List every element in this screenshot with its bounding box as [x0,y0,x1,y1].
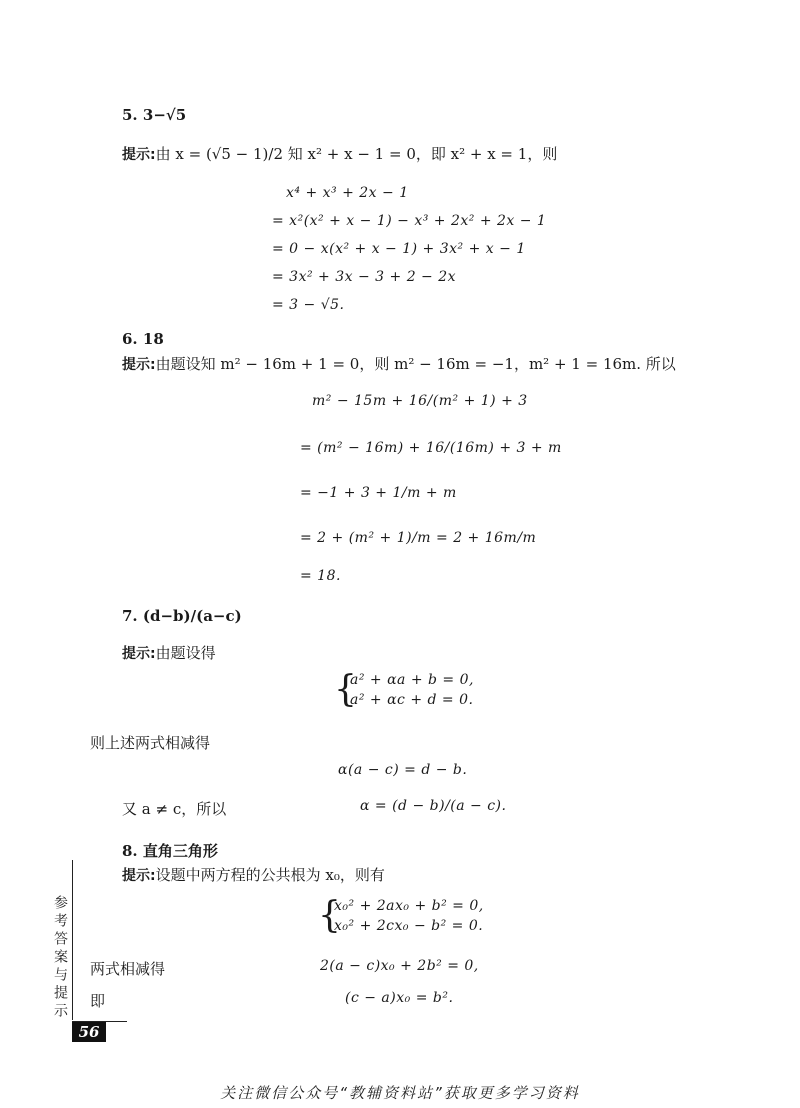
system-7 [334,669,474,710]
step-6-4: = 18. [300,568,341,584]
system-7-eq1: a² + αa + b = 0, [350,672,474,688]
hint-label: 提示: [122,868,156,884]
hint-5-text: 由 x = (√5 − 1)/2 知 x² + x − 1 = 0，即 x² + x = 1，则 [155,145,558,163]
system-8-eq1: x₀² + 2ax₀ + b² = 0, [334,898,484,914]
diff-eq-7: α(a − c) = d − b. [338,762,468,778]
answer-7: 7. (d−b)/(a−c) [122,607,242,625]
hint-5 [122,143,557,164]
step-5-4: = 3 − √5. [272,297,345,313]
system-7-eq2: a² + αc + d = 0. [350,692,474,708]
answer-8: 8. 直角三角形 [122,842,218,860]
step-6-0: m² − 15m + 16/(m² + 1) + 3 [312,393,528,409]
system-8-eq2: x₀² + 2cx₀ − b² = 0. [334,918,484,934]
hint-label: 提示: [122,147,156,163]
hint-7 [122,642,216,663]
hint-7-text: 由题设得 [155,644,216,662]
result-eq-7: α = (d − b)/(a − c). [360,798,507,814]
side-rule [72,860,73,1020]
answer-6: 6. 18 [122,330,164,348]
step-6-2: = −1 + 3 + 1/m + m [300,485,457,501]
hint-8 [122,864,385,885]
then-text-8: 即 [90,992,106,1010]
footer-text: 关注微信公众号“教辅资料站”获取更多学习资料 [220,1084,580,1102]
system-8 [318,895,484,936]
hint-label: 提示: [122,646,156,662]
brace-icon: { [318,895,342,936]
side-label: 参考答案与提示 [52,895,68,1021]
step-5-2: = 0 − x(x² + x − 1) + 3x² + x − 1 [272,241,526,257]
hint-8-text: 设题中两方程的公共根为 x₀，则有 [155,866,385,884]
subtract-text-7: 则上述两式相减得 [90,734,211,752]
brace-icon: { [334,669,358,710]
step-5-3: = 3x² + 3x − 3 + 2 − 2x [272,269,457,285]
step-5-0: x⁴ + x³ + 2x − 1 [286,185,409,201]
since-text-7: 又 a ≠ c，所以 [122,800,227,818]
step-6-3: = 2 + (m² + 1)/m = 2 + 16m/m [300,530,537,546]
result-eq-8: (c − a)x₀ = b². [345,990,454,1006]
step-6-1: = (m² − 16m) + 16/(16m) + 3 + m [300,440,562,456]
diff-eq-8: 2(a − c)x₀ + 2b² = 0, [320,958,479,974]
hint-6 [122,353,676,374]
step-5-1: = x²(x² + x − 1) − x³ + 2x² + 2x − 1 [272,213,547,229]
hint-label: 提示: [122,357,156,373]
answer-5: 5. 3−√5 [122,106,187,124]
subtract-text-8: 两式相减得 [90,960,166,978]
page-number: 56 [72,1022,106,1042]
hint-6-text: 由题设知 m² − 16m + 1 = 0，则 m² − 16m = −1，m² + 1 = 16m. 所以 [155,355,676,373]
